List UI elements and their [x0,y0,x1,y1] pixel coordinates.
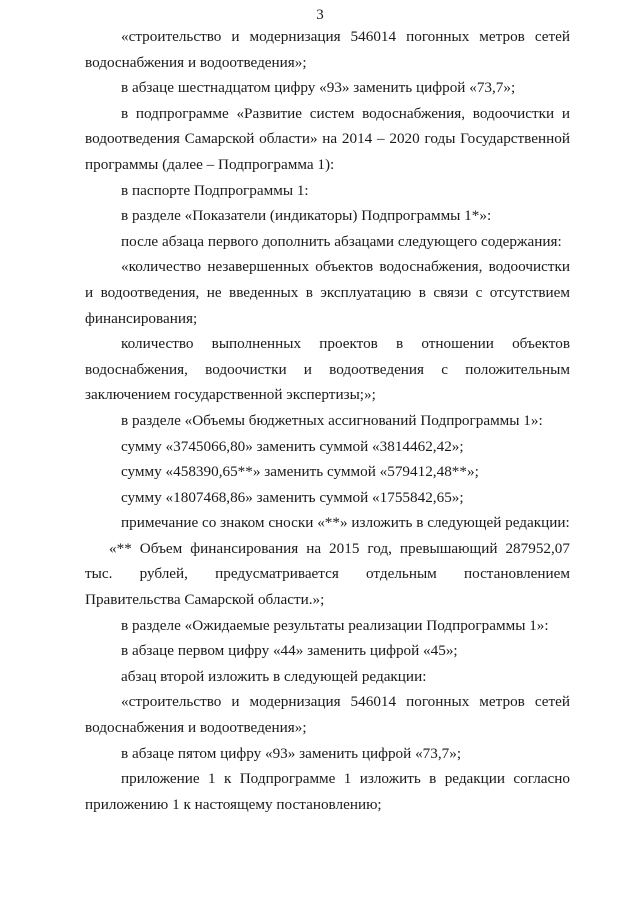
paragraph-17: абзац второй изложить в следующей редакции: [121,667,427,685]
paragraph-15: в разделе «Ожидаемые результаты реализации Подпрограммы 1»: [121,616,549,634]
paragraph-1: «строительство и модернизация 546014 погонных метров сетей водоснабжения и водоотведения»; [85,28,570,71]
paragraph-9: в разделе «Объемы бюджетных ассигнований Подпрограммы 1»: [121,411,543,429]
paragraph-6: после абзаца первого дополнить абзацами следующего содержания: [121,232,562,250]
paragraph-11: сумму «458390,65**» заменить суммой «579412,48**»; [121,463,479,481]
paragraph-16: в абзаце первом цифру «44» заменить цифрой «45»; [121,642,458,660]
paragraph-12: сумму «1807468,86» заменить суммой «1755842,65»; [121,488,464,506]
paragraph-13: примечание со знаком сноски «**» изложить в следующей редакции: [121,514,570,532]
paragraph-4: в паспорте Подпрограммы 1: [121,181,309,199]
paragraph-8: количество выполненных проектов в отношении объектов водоснабжения, водоочистки и водоотведения с положительным заключением государственной экспертизы;»; [85,335,570,404]
paragraph-3: в подпрограмме «Развитие систем водоснабжения, водоочистки и водоотведения Самарской области» на 2014 – 2020 годы Государственной программы (далее – Подпрограмма 1): [85,104,570,173]
paragraph-20: приложение 1 к Подпрограмме 1 изложить в редакции согласно приложению 1 к настоящему постановлению; [85,770,570,813]
paragraph-19: в абзаце пятом цифру «93» заменить цифрой «73,7»; [121,744,462,762]
document-body [85,24,570,817]
page-number: 3 [316,7,324,23]
paragraph-14: «** Объем финансирования на 2015 год, превышающий 287952,07 тыс. рублей, предусматривается отдельным постановлением Правительства Самарской области.»; [85,539,570,609]
paragraph-18: «строительство и модернизация 546014 погонных метров сетей водоснабжения и водоотведения»; [85,693,570,737]
paragraph-7: «количество незавершенных объектов водоснабжения, водоочистки и водоотведения, не введенных в эксплуатацию в связи с отсутствием финансирования; [85,258,570,327]
paragraph-5: в разделе «Показатели (индикаторы) Подпрограммы 1*»: [121,207,492,225]
paragraph-10: сумму «3745066,80» заменить суммой «3814462,42»; [121,437,464,455]
paragraph-2: в абзаце шестнадцатом цифру «93» заменить цифрой «73,7»; [121,79,516,97]
